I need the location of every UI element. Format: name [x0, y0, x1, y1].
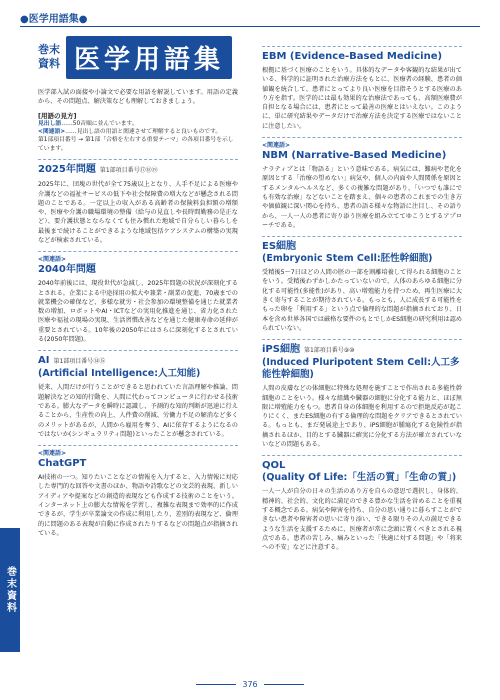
entry-term-text: 2025年問題 — [38, 164, 96, 176]
right-column — [262, 40, 462, 554]
entry-divider — [262, 455, 462, 456]
entry-body: AI技術の一つ。知りたいことなどの情報を入力すると、入力情報に対応した専門的な回答や文書のほか、物語や詩歌などの文芸的表現、新しいアイディアや提案などの創造的表現なども作成する技術のことをいう。インターネット上の膨大な情報を学習し、複雑な表現まで効率的に作成できるが、学生が卒業論文の作成に利用したり、差別的表現など、倫理的に問題のある表現が自動に作成されたりするなどの問題点が指摘されている。 — [38, 474, 238, 537]
glossary-entry — [262, 339, 462, 449]
entry-term-expansion: (Artificial Intelligence:人工知能) — [38, 368, 201, 380]
entry-term — [262, 51, 462, 63]
entry-term — [262, 344, 462, 357]
related-term-label: <関連語> — [262, 142, 291, 150]
entry-divider — [38, 251, 238, 252]
howto-list — [38, 120, 238, 154]
howto-line — [38, 136, 238, 153]
entry-body: 人間の皮膚などの体細胞に特殊な処理を施すことで作出される多能性幹細胞のことをいう。様々な組織や臓器の細胞に分化する能力と、ほぼ無限に増殖能力をもつ。患者自身の体細胞を利用するので拒絶反応が起こりにくく、またES細胞の有する倫理的な問題をクリアできるとされている。もっとも、まだ発展途上であり、iPS細胞が腫瘍化する危険性が指摘されるほか、目的とする臓器に確実に分化する方法が確立されていないなどの問題もある。 — [262, 385, 462, 449]
entry-term-expansion: (Induced Pluripotent Stem Cell:人工多能性幹細胞) — [262, 357, 460, 381]
entry-term — [38, 164, 238, 177]
glossary-entry — [38, 350, 238, 439]
howto-text: ……見出し語の用語と関連させて理解すると良いものです。 — [65, 129, 222, 135]
entry-divider — [262, 339, 462, 340]
entry-term-expansion: (Quality Of Life:「生活の質」「生命の質」) — [262, 472, 457, 484]
entry-term — [262, 241, 462, 253]
entry-divider — [262, 236, 462, 237]
howto-line — [38, 120, 238, 128]
side-tab: 巻末資料 — [0, 528, 20, 652]
entry-item-number: 第1部項目番号⑰⑱⑲ — [99, 167, 158, 175]
related-term-label: <関連語> — [38, 450, 67, 458]
title-small-line1: 巻末 — [38, 43, 60, 56]
entry-body: 従来、人間だけが行うことができると思われていた言語理解や推論、問題解決などの知的行動を、人間に代わってコンピュータに行わせる技術である。膨大なデータを瞬時に認識し、予測的な知的判断が迅速に行えることから、生産性の向上、人件費の削減、労働力不足の解消など多くのメリットがあるが、人間から雇用を奪う、AIに依存するようになるのではないか(シンギュラリティ問題)といったことが懸念されている。 — [38, 384, 238, 438]
title-small-line2: 資料 — [38, 57, 60, 70]
entry-body: 一人一人が自分の日々の生活のあり方を自らの意思で選択し、身体的、精神的、社会的、文化的に満足のできる豊かな生活を営めることを重視する概念である。病気や障害を持ち、自分の思い通りに暮らすことができない患者や障害者の思いに寄り添い、できる限りその人の満足できるような生活を支援するために、医療者が常に念頭に置くべきとされる視点である。患者の苦しみ、痛みといった「快適に対する問題」や「将来への不安」などに注意する。 — [262, 488, 462, 552]
entry-term-text: EBM (Evidence-Based Medicine) — [262, 51, 443, 62]
entry-term-text: iPS細胞 — [262, 344, 300, 356]
page-number-rule-left — [196, 684, 236, 685]
entry-term — [38, 264, 238, 276]
howto-title: [用語の見方] — [38, 111, 77, 120]
howto-text: ……50音順に並んでいます。 — [61, 120, 138, 127]
page-number-rule-right — [264, 684, 304, 685]
howto-line — [38, 128, 238, 136]
entry-term-text: ChatGPT — [38, 458, 87, 470]
entry-divider — [38, 445, 238, 446]
page-title: 医学用語集 — [66, 36, 232, 79]
entry-divider — [262, 46, 462, 47]
entry-body: 受精後5〜7日ほどの人間の胚の一部を割離培養して得られる細胞のことをいう。受精後わずかしかたっていないので、人体のあらゆる細胞に分化する可能性(多能性)があり、高い増殖能力を持つため、再生医療に大きく寄与することが期待されている。もっとも、人に成長する可能性をもった卵を「利用する」という点で倫理的な問題が指摘されており、日本を含め世界各国では厳格な要件のもとでしかES細胞の研究利用は認められていない。 — [262, 269, 462, 332]
entry-term-text: 2040年問題 — [38, 264, 96, 276]
entry-term — [262, 460, 462, 472]
entry-term — [262, 150, 462, 162]
right-entries — [262, 46, 462, 552]
glossary-entry — [38, 445, 238, 538]
header-rule — [20, 26, 480, 27]
howto-text: 第1部項目番号 → 第1部「合格を左右する重要テーマ」の各項目番号を示しています。 — [38, 137, 234, 152]
howto-key: <関連語> — [38, 129, 66, 135]
entry-body: 2025年に、団塊の世代が全て75歳以上となり、人手不足による医療や介護などの福祉サービスの低下や社会保障費の増大などが懸念される問題のことである。一定以上の収入がある高齢者の保険料負担額の増額や、医療や介護の職場環境の整備（給与の見直しや長時間勤務の是正など）、要介護状態とならなくても住み慣れた地域で自分らしい暮らしを最後まで続けることができるような地域包括ケアシステムの構築の実現などが検索されている。 — [38, 181, 238, 244]
section-label: ●医学用語集● — [20, 14, 88, 25]
entry-divider — [38, 159, 238, 160]
entry-divider — [38, 350, 238, 351]
page-number-row — [0, 680, 500, 689]
entry-term-text: ES細胞 — [262, 241, 297, 253]
entry-term — [38, 458, 238, 470]
entry-body: 根拠に基づく医療のことをいう。具体的なデータや客観的な結果が出ている、科学的に証明された治療方法をもとに、医療者の経験、患者の価値観を統合して、患者にとってより良い医療を目指そうとする医療のあり方を指す。医学的には最も効果的な治療法であっても、高額医療費が自担となる場合には、患者にとって最善の医療とはいえない。このように、単に研究結果やデータだけで治療方法を決定する医療ではないことに注意したい。 — [262, 67, 462, 130]
title-block — [38, 34, 238, 80]
entry-term-text: NBM (Narrative-Based Medicine) — [262, 150, 447, 162]
page-number: 376 — [242, 680, 258, 689]
entry-term-text: AI — [38, 355, 50, 367]
entry-divider — [262, 137, 462, 138]
entry-body: 2040年前後には、現役世代が急減し、2025年問題の状況が深刻化するとされる。企業による中途採用の拡大や兼業・副業の促進、70歳までの就業機会の確保など、多様な就労・社会参加の環境整備を通じた就業者数の増加、ロボットやAI・ICTなどの実用化推進を通じ、省力化された医療や福祉の現場の実現、生活習慣改善などを通じた健康寿命の延伸が重要とされている。10年後の2050年にはさらに深刻化するとされている(2050年問題)。 — [38, 280, 238, 344]
left-entries — [38, 159, 238, 538]
glossary-entry — [38, 251, 238, 344]
entry-item-number: 第1部項目番号⑭⑮ — [53, 358, 106, 366]
title-small — [38, 43, 60, 71]
entry-term-text: QOL — [262, 460, 286, 472]
glossary-entry — [262, 236, 462, 333]
entry-term — [38, 355, 238, 368]
entry-item-number: 第1部項目番号⑨⑩ — [303, 347, 355, 355]
entry-body: ナラティブとは「物語る」という意味である。病気には、難病や老化を原因とする「治療の望めない」病気や、個人の内面や人間関係を原因とするメンタルヘルスなど、多くの複雑な問題があり、「いつでも誰にでも有効な治療」などないことを踏まえ、個々の患者のこれまでの生き方や価値観に深い関心を持ち、患者の語る様々な物語に注目し、その語りから、一人一人の患者に寄り添う医療を組み立ててゆこうとするアプローチである。 — [262, 166, 462, 229]
left-column — [38, 88, 238, 540]
glossary-entry — [262, 455, 462, 552]
entry-term-expansion: (Embryonic Stem Cell:胚性幹細胞) — [262, 253, 433, 265]
howto-key: 見出し語 — [38, 120, 62, 127]
glossary-entry — [38, 159, 238, 245]
glossary-entry — [262, 46, 462, 131]
related-term-label: <関連語> — [38, 256, 67, 264]
glossary-entry — [262, 137, 462, 230]
intro-text: 医学部入試の面接や小論文で必要な用語を解説しています。用語の定義から、その問題点、解決策なども理解しておきましょう。 — [38, 89, 238, 106]
